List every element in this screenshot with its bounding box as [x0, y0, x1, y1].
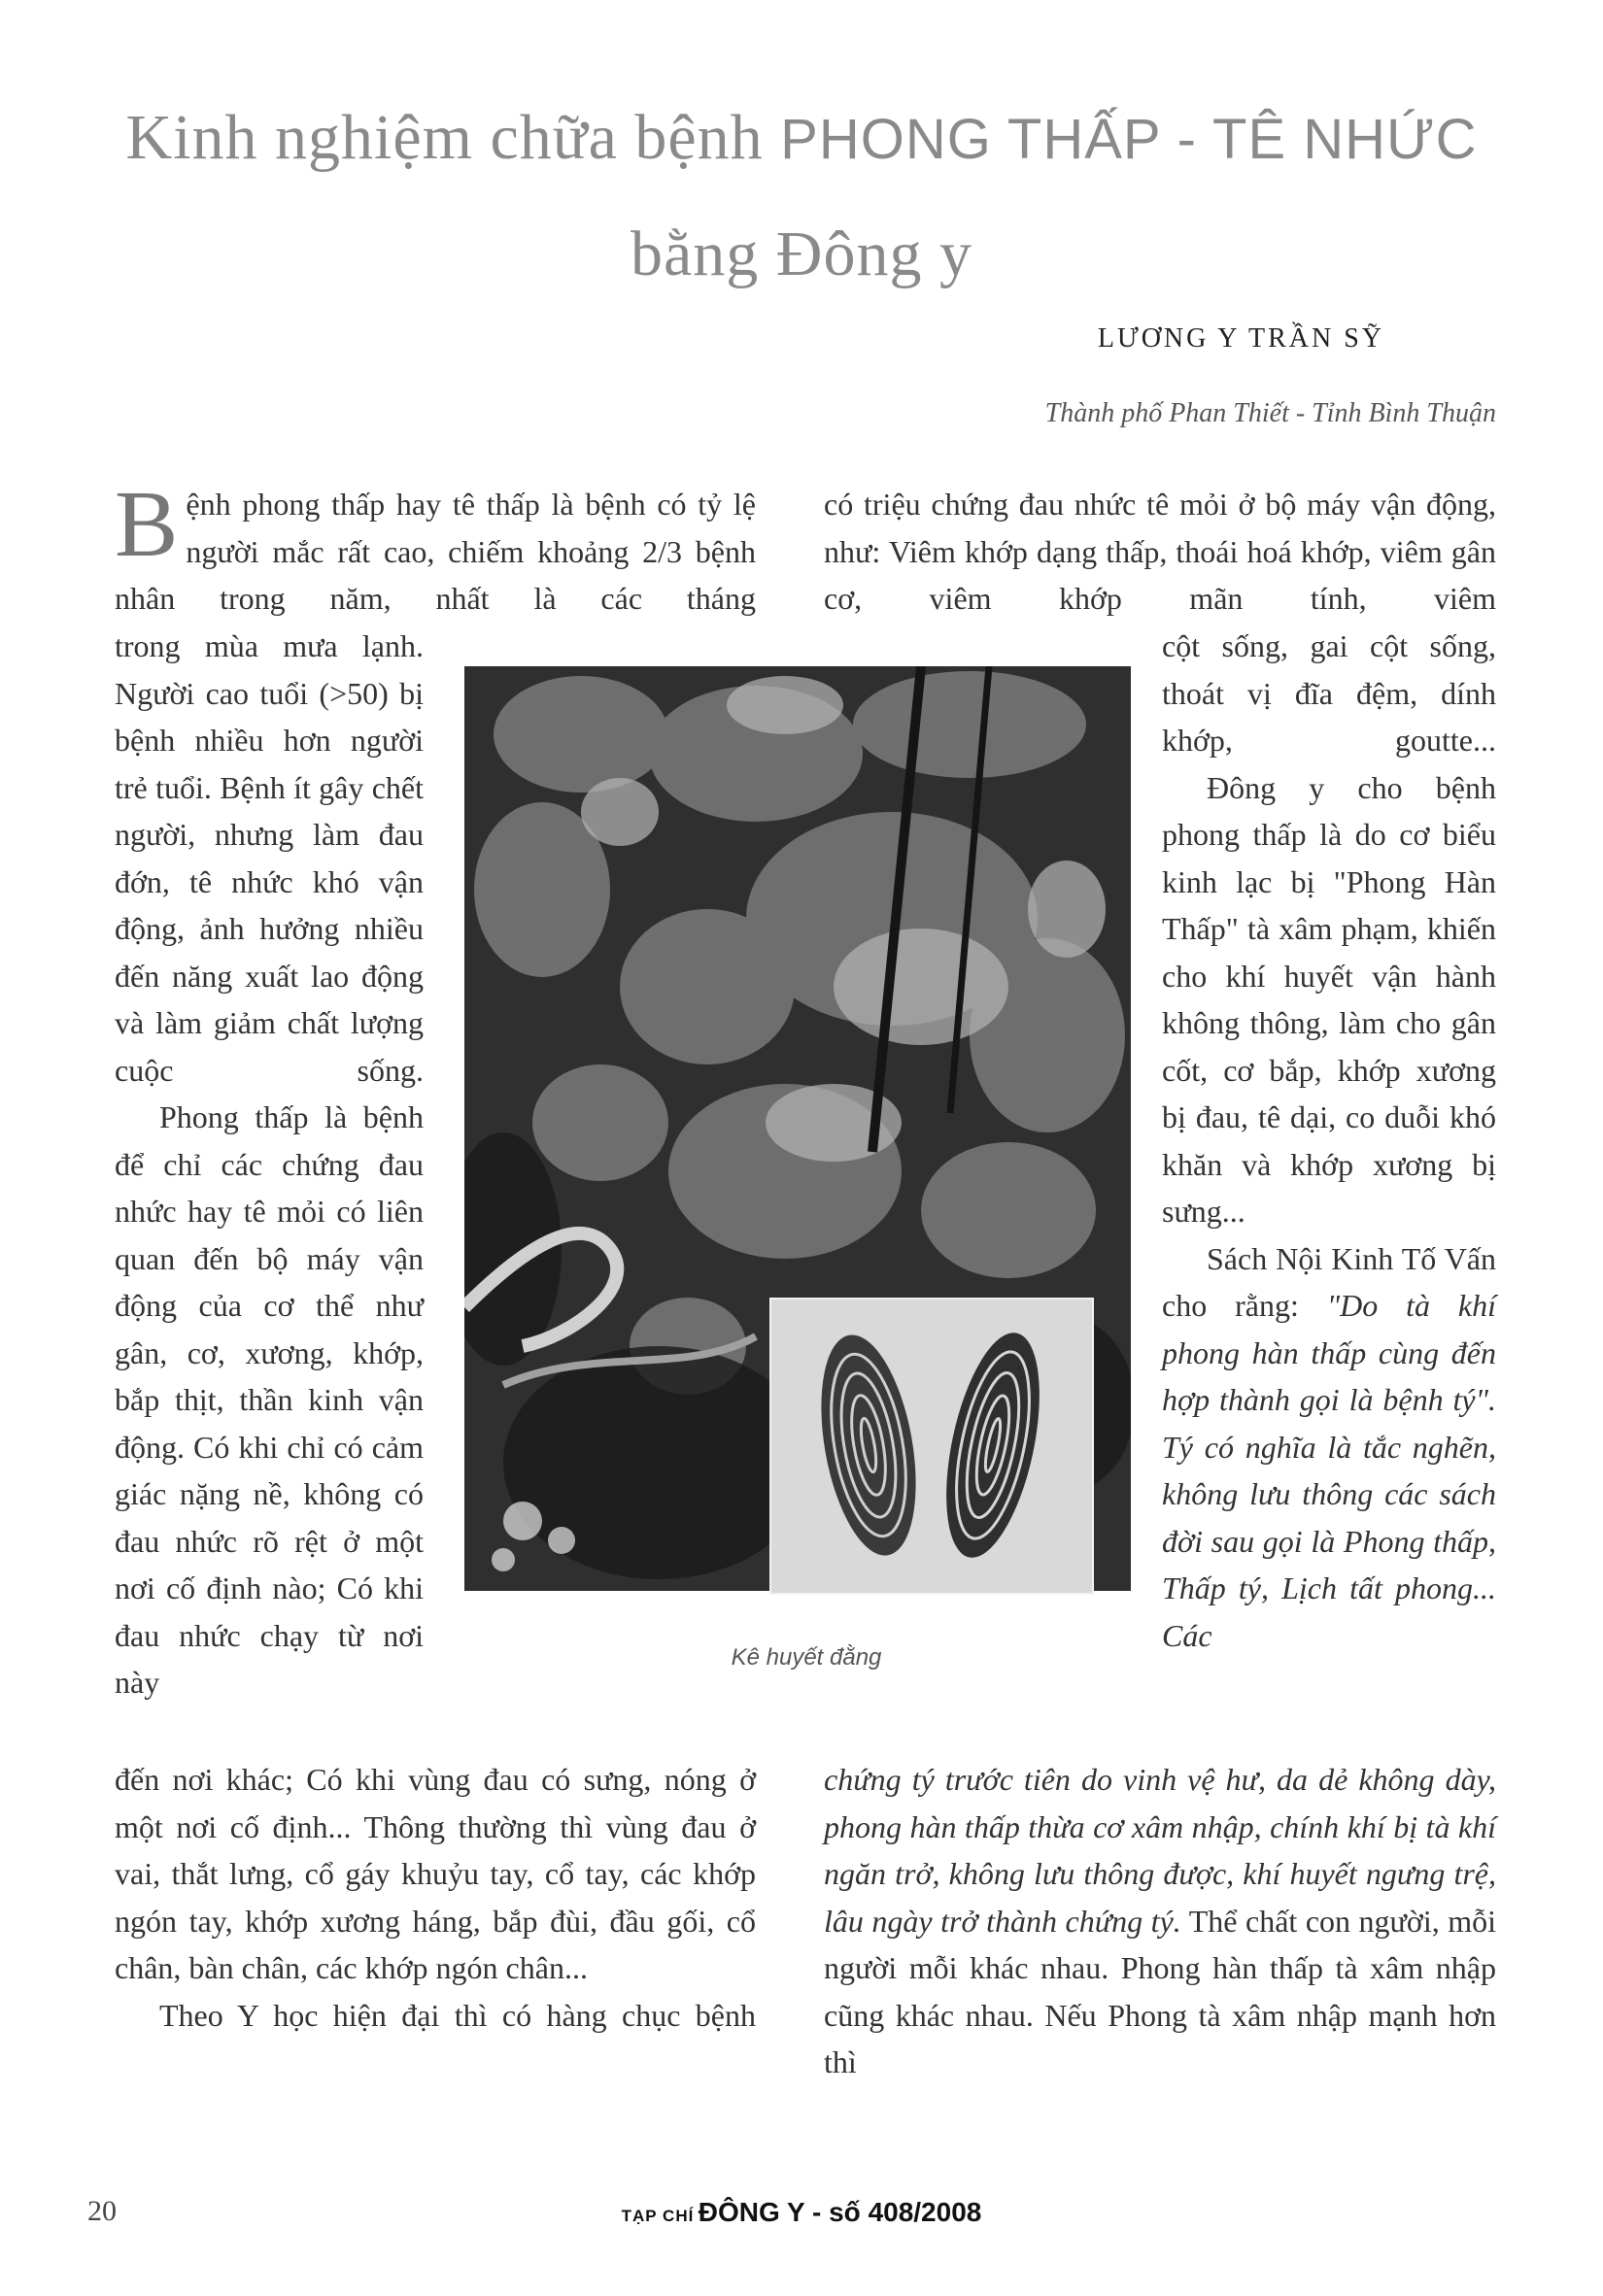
paragraph: Theo Y học hiện đại thì có hàng chục bệnh	[159, 1997, 756, 2033]
paragraph-text: Thể chất con người, mỗi người mỗi khác nhau. Phong hàn thấp tà xâm nhập cũng khác nhau. Nếu Phong tà xâm nhập mạnh hơn thì	[824, 1903, 1497, 2079]
author-byline: LƯƠNG Y TRẦN SỸ	[1097, 323, 1384, 354]
paragraph: trong mùa mưa lạnh. Người cao tuổi (>50) bị bệnh nhiều hơn người trẻ tuổi. Bệnh ít gây chết người, nhưng làm đau đớn, tê nhức khó vận động, ảnh hưởng nhiều đến năng xuất lao động và làm giảm chất lượng cuộc sống.	[115, 628, 424, 1088]
figure-caption-text: Kê huyết đằng	[731, 1644, 882, 1671]
paragraph: cột sống, gai cột sống, thoát vị đĩa đệm, dính khớp, goutte...	[1162, 628, 1496, 758]
intro-paragraph	[115, 472, 756, 623]
title-sans-part: PHONG THẤP - TÊ NHỨC	[780, 108, 1478, 171]
article-title-line-2: bằng Đông y	[631, 219, 972, 289]
drop-cap: B	[115, 472, 179, 577]
intro-text: ệnh phong thấp hay tê thấp là bệnh có tỷ lệ người mắc rất cao, chiếm khoảng 2/3 bệnh nhân trong năm, nhất là các tháng	[115, 487, 756, 616]
column-1-narrow	[115, 623, 424, 1706]
author-affiliation: Thành phố Phan Thiết - Tỉnh Bình Thuận	[1044, 398, 1496, 428]
journal-prefix: TẠP CHÍ	[621, 2207, 695, 2225]
column-1-top	[115, 472, 756, 623]
quote-lead: Sách Nội Kinh Tố Vấn cho rằng:	[1162, 1240, 1496, 1323]
journal-footer	[0, 2197, 1603, 2228]
title-serif-part: Kinh nghiệm chữa bệnh	[125, 102, 781, 173]
quote-continuation: chứng tý trước tiên do vinh vệ hư, da dẻ không dày, phong hàn thấp thừa cơ xâm nhập, chính khí bị tà khí ngăn trở, không lưu thông được, khí huyết ngưng trệ, lâu ngày trở thành chứng tý.	[824, 1762, 1496, 1939]
journal-name: ĐÔNG Y - số 408/2008	[698, 2197, 982, 2227]
stem-cross-section-image	[771, 1300, 1092, 1593]
column-2-bottom	[824, 1756, 1496, 2086]
column-1-bottom	[115, 1756, 756, 2039]
page-number: 20	[87, 2195, 117, 2227]
paragraph: Phong thấp là bệnh để chỉ các chứng đau nhức hay tê mỏi có liên quan đến bộ máy vận động của cơ thể như gân, cơ, xương, khớp, bắp thịt, thần kinh vận động. Có khi chỉ có cảm giác nặng nề, không có đau nhức rõ rệt ở một nơi cố định nào; Có khi đau nhức chạy từ nơi này	[115, 1099, 424, 1700]
stem-cross-section-inset	[769, 1298, 1094, 1595]
paragraph: có triệu chứng đau nhức tê mỏi ở bộ máy vận động, như: Viêm khớp dạng thấp, thoái hoá khớp, viêm gân cơ, viêm khớp mãn tính, viêm	[824, 487, 1496, 616]
paragraph: Đông y cho bệnh phong thấp là do cơ biểu kinh lạc bị "Phong Hàn Thấp" tà xâm phạm, khiến cho khí huyết vận hành không thông, làm cho gân cốt, cơ bắp, khớp xương bị đau, tê dại, co duỗi khó khăn và khớp xương bị sưng...	[1162, 769, 1496, 1229]
paragraph	[824, 1756, 1496, 2086]
article-title-line-1	[0, 99, 1603, 179]
column-2-top	[824, 481, 1496, 623]
quote-text: "Do tà khí phong hàn thấp cùng đến hợp thành gọi là bệnh tý". Tý có nghĩa là tắc nghẽn, không lưu thông các sách đời sau gọi là Phong thấp, Thấp tý, Lịch tất phong... Các	[1162, 1288, 1497, 1653]
figure-caption	[0, 1644, 1603, 1671]
paragraph	[1162, 1235, 1496, 1660]
paragraph: đến nơi khác; Có khi vùng đau có sưng, nóng ở một nơi cố định... Thông thường thì vùng đau ở vai, thắt lưng, cổ gáy khuỷu tay, cổ tay, các khớp ngón tay, khớp xương háng, bắp đùi, đầu gối, cổ chân, bàn chân, các khớp ngón chân...	[115, 1762, 756, 1985]
column-2-narrow	[1162, 623, 1496, 1659]
